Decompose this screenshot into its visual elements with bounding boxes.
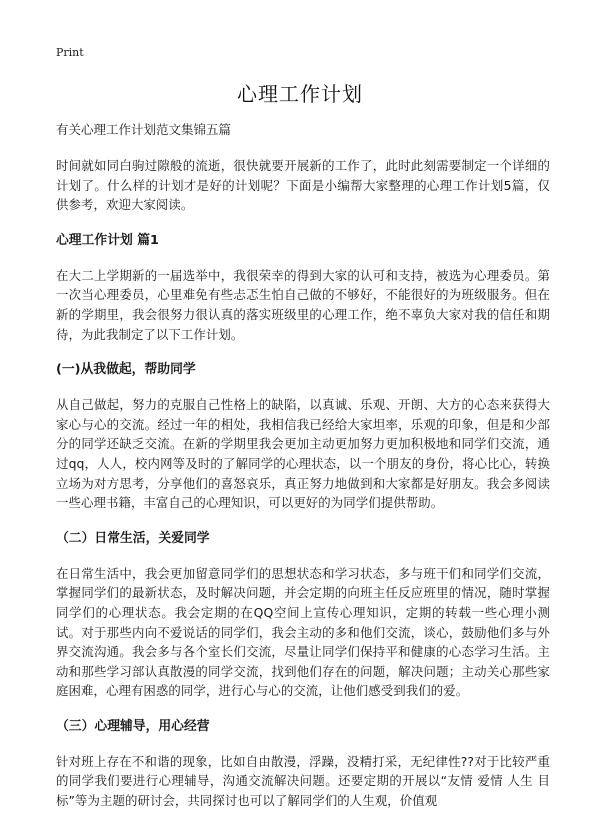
part1-paragraph: 从自己做起，努力的克服自己性格上的缺陷，以真诚、乐观、开朗、大方的心态来获得大家心与心的交流。经过一年的相处，我相信我已经给大家坦率，乐观的印象，但是和少部分的同学还缺乏交流。在新的学期里我会更加主动更加努力更加积极地和同学们交流，通过qq，人人，校内网等及时的了解同学的心理状态，以一个朋友的身份，将心比心，转换立场为对方思考，分享他们的喜怒哀乐，真正努力地做到和大家都是好朋友。我会多阅读一些心理书籍，丰富自己的心理知识，可以更好的为同学们提供帮助。 <box>56 397 550 511</box>
part3-heading: （三）心理辅导，用心经营 <box>56 718 210 734</box>
part2-heading: （二）日常生活，关爱同学 <box>56 530 210 546</box>
part2-paragraph: 在日常生活中，我会更加留意同学们的思想状态和学习状态，多与班干们和同学们交流，掌握同学们的最新状态，及时解决问题，并会定期的向班主任反应班里的情况，随时掌握同学们的心理状态。我会定期的在QQ空间上宣传心理知识，定期的转载一些心理小测试。对于那些内向不爱说话的同学们，我会主动的多和他们交流，谈心，鼓励他们多与外界交流沟通。我会多与各个室长们交流，尽量让同学们保持平和健康的心态学习生活。主动和那些学习部认真散漫的同学交流，找到他们存在的问题，解决问题；主动关心那些家庭困难，心理有困惑的同学，进行心与心的交流，让他们感受到我们的爱。 <box>56 565 550 699</box>
section1-heading: 心理工作计划 篇1 <box>56 232 159 248</box>
part3-paragraph: 针对班上存在不和谐的现象，比如自由散漫，浮躁，没精打采，无纪律性??对于比较严重的同学我们要进行心理辅导，沟通交流解决问题。还要定期的开展以“友情 爱情 人生 目标”等为主题的研讨会，共同探讨也可以了解同学们的人生观，价值观 <box>56 753 550 809</box>
document-body <box>56 120 550 827</box>
part1-heading: (一)从我做起，帮助同学 <box>56 362 196 378</box>
section1-paragraph: 在大二上学期新的一届选举中，我很荣幸的得到大家的认可和支持，被选为心理委员。第一次当心理委员，心里难免有些忐忑生怕自己做的不够好，不能很好的为班级服务。但在新的学期里，我会很努力很认真的落实班级里的心理工作，绝不辜负大家对我的信任和期待，为此我制定了以下工作计划。 <box>56 267 550 342</box>
intro-paragraph: 时间就如同白驹过隙般的流逝，很快就要开展新的工作了，此时此刻需要制定一个详细的计划了。什么样的计划才是好的计划呢？下面是小编帮大家整理的心理工作计划5篇，仅供参考，欢迎大家阅读。 <box>56 158 550 213</box>
print-label: Print <box>56 46 84 59</box>
document-subtitle: 有关心理工作计划范文集锦五篇 <box>56 122 232 137</box>
document-title: 心理工作计划 <box>237 82 363 106</box>
